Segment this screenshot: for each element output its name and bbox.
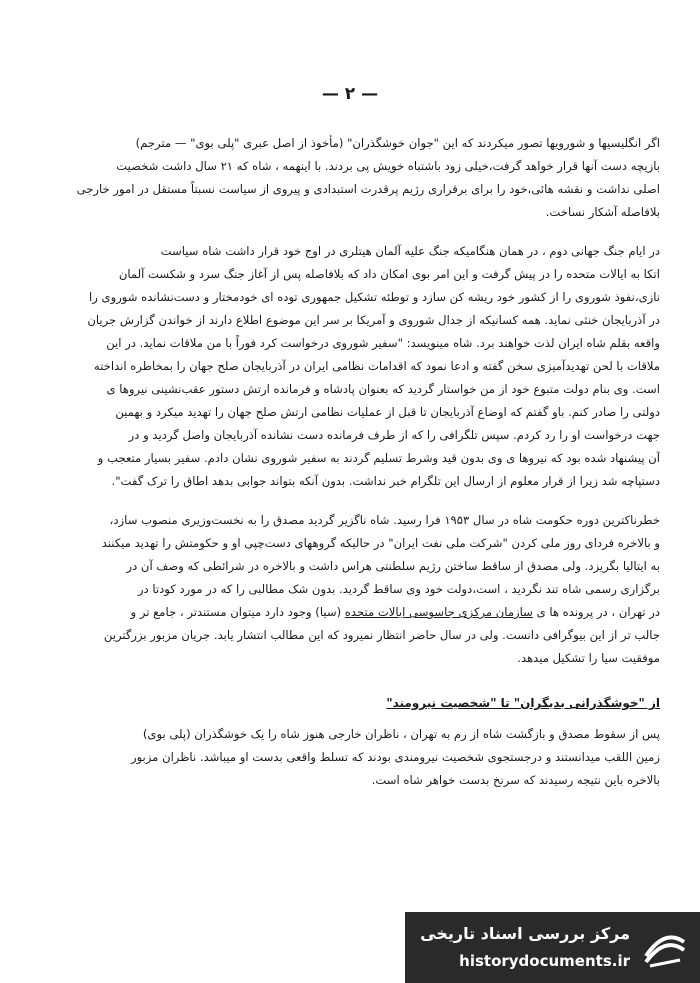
text-line: زمین اللقب میدانستند و درجستجوی شخصیت نیرومندی بودند که تسلط واقعی بدست او میباشد. ناظران مزبور (130, 750, 660, 764)
section-heading: از "خوشگذرانی بدیگران" تا "شخصیت نیرومند" (386, 696, 660, 710)
body-text (40, 132, 660, 808)
scroll-book-logo-icon (640, 922, 690, 972)
text-line: دستپاچه شد زیرا از قرار معلوم از ارسال این تلگرام خبر نداشت. بدون آنکه بتواند جوابی بدهد اطاق را ترک گفت". (111, 474, 660, 488)
organization-name: مرکز بررسی اسناد تاریخی (420, 924, 630, 943)
text-line: ملاقات با لحن تهدیدآمیزی سخن گفته و ادعا نمود که اقدامات نظامی ایران در آذربایجان صلح جهان را بمخاطره انداخته (93, 359, 660, 373)
text-line-with-underline: در تهران ، در پرونده ها ی سازمان مرکزی جاسوسی ایالات متحده (سیا) وجود دارد میتوان مستندتر ، جامع تر و (130, 605, 660, 619)
text-line: موفقیت سیا را تشکیل میدهد. (517, 651, 660, 665)
final-paragraph (40, 723, 660, 792)
text-line: اگر انگلیسیها و شورویها تصور میکردند که این "جوان خوشگذران" (مأخوذ از اصل عبری "پلی بوی" — مترجم) (135, 136, 660, 150)
text-line: واقعه بقلم شاه ایران لذت خواهند برد. شاه مینویسد: "سفیر شوروی درخواست کرد فوراً با من ملاقات نماید. در این (106, 336, 660, 350)
website-url: historydocuments.ir (459, 952, 630, 970)
text-line: اصلی نداشت و نقشه هائی،خود را برای برقراری رژیم پرقدرت استبدادی و پیروی از سیاست نسبتاً مستقل در امور خارجی (76, 182, 660, 196)
text-line: بازیچه دست آنها قرار خواهد گرفت،خیلی زود باشتباه خویش پی بردند. با اینهمه ، شاه که ۲۱ سال داشت شخصیت (116, 159, 660, 173)
text-line: در آذربایجان خنثی نماید. همه کسانیکه از جدال شوروی و آمریکا بر سر این موضوع اطلاع دارند از خواندن گزارش جریان (87, 313, 660, 327)
text-line: بالاخره باین نتیجه رسیدند که سرنخ بدست خواهر شاه است. (371, 773, 660, 787)
text-line: در ایام جنگ جهانی دوم ، در همان هنگامیکه جنگ علیه آلمان هیتلری در اوج خود قرار داشت شاه سیاست (160, 244, 660, 258)
watermark-banner (405, 912, 700, 983)
text-line: جهت درخواست او را رد کردم. سپس تلگرافی را که از طرف فرمانده دست نشانده آذربایجان واصل گردید و در (128, 428, 660, 442)
text-line: جالب تر از این بیوگرافی دانست. ولی در سال حاضر انتظار نمیرود که این مطالب انتشار یابد. جریان مزبور بزرگترین (103, 628, 660, 642)
paragraph-1 (40, 132, 660, 224)
paragraph-3 (40, 509, 660, 670)
underlined-phrase: سازمان مرکزی جاسوسی ایالات متحده (344, 605, 533, 619)
text-line: نازی،نفوذ شوروی را از کشور خود ریشه کن سازد و توطئه تشکیل جمهوری توده ای خودمختار و دست‌نشانده شوروی را (89, 290, 660, 304)
text-line: دولتی را صادر کنم. باو گفتم که اوضاع آذربایجان تا قبل از عملیات نظامی ارتش صلح جهان را تهدید میکرد و بهمین (115, 405, 660, 419)
page-number: — ۲ — (321, 84, 379, 104)
text-line: برگزاری رسمی شاه تند نگردید ، است،دولت خود وی ساقط گردید. بدون شک مطالبی را که در مورد کودتا در (137, 582, 660, 596)
text-line: اتکا به ایالات متحده را در پیش گرفت و این امر بوی امکان داد که بلافاصله پس از آغاز جنگ سرد و شکست آلمان (118, 267, 660, 281)
paragraph-2 (40, 240, 660, 493)
text-line: بلافاصله آشکار نساخت. (545, 205, 660, 219)
text-line: پس از سقوط مصدق و بازگشت شاه از رم به تهران ، ناظران خارجی هنوز شاه را یک خوشگذران (پلی بوی) (142, 727, 660, 741)
text-line: خطرناکترین دوره حکومت شاه در سال ۱۹۵۳ فرا رسید. شاه ناگزیر گردید مصدق را به نخست‌وزیری منصوب سازد، (109, 513, 660, 527)
text-line: به ایتالیا بگریزد. ولی مصدق از ساقط ساختن رژیم سلطنتی هراس داشت و بالاخره در شرائطی که وصف آن در (126, 559, 660, 573)
text-line: آن پیشنهاد شده بود که نیروها ی وی بدون قید وشرط تسلیم گردند به سفیر شوروی نشان دادم. سفیر بسیار متعجب و (97, 451, 660, 465)
text-line: و بالاخره فردای روز ملی کردن "شرکت ملی نفت ایران" در حالیکه گروههای دست‌چپی او و حکومتش را تهدید میکنند (101, 536, 660, 550)
text-line: است. وی بنام دولت متبوع خود از من خواستار گردید که بعنوان پادشاه و فرمانده ارتش دستور عقب‌نشینی نیروها ی (106, 382, 660, 396)
